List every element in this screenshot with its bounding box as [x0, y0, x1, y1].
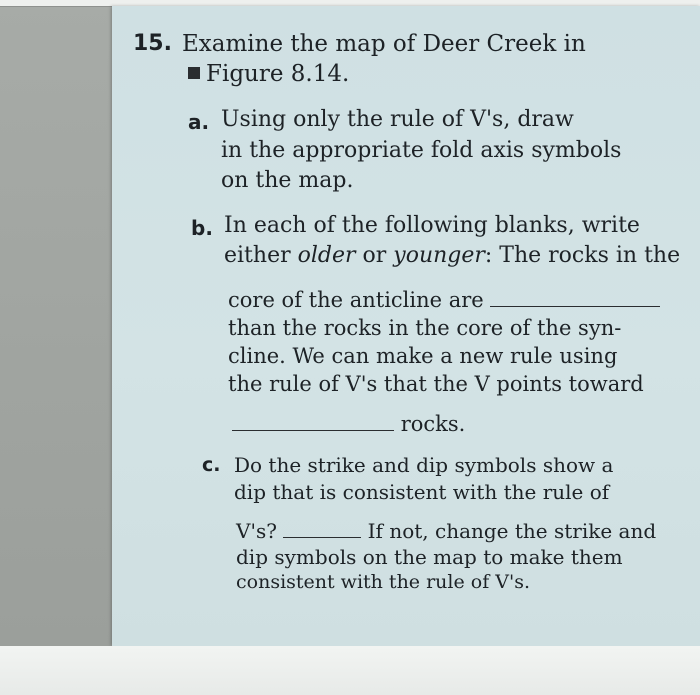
- part-b-line2-or: or: [355, 243, 394, 268]
- part-b-line3: [228, 286, 660, 314]
- part-a-line3: on the map.: [221, 168, 354, 193]
- figure-marker-square-icon: [188, 67, 200, 79]
- part-b-line2: [224, 242, 680, 270]
- part-b-line2-post: : The rocks in the: [484, 243, 681, 268]
- part-c-letter: c.: [202, 454, 221, 476]
- part-c-line1: Do the strike and dip symbols show a: [234, 453, 614, 477]
- answer-blank-v-points[interactable]: [232, 412, 394, 431]
- part-c-line5: consistent with the rule of V's.: [236, 571, 531, 593]
- answer-blank-consistent[interactable]: [283, 519, 361, 538]
- part-b-line7: [232, 410, 465, 438]
- part-c-line3-pre: V's?: [236, 519, 277, 543]
- part-b-letter: b.: [191, 216, 213, 240]
- part-b-line6: the rule of V's that the V points toward: [228, 372, 644, 396]
- part-b-line3-text: core of the anticline are: [228, 288, 484, 312]
- part-b-line1: In each of the following blanks, write: [224, 213, 640, 238]
- part-b-line5: cline. We can make a new rule using: [228, 344, 618, 368]
- question-number: 15.: [133, 31, 172, 56]
- part-c-line2: dip that is consistent with the rule of: [234, 480, 610, 504]
- question-title-line1: Examine the map of Deer Creek in: [182, 31, 586, 57]
- part-a-letter: a.: [188, 110, 210, 134]
- part-a-line1: Using only the rule of V's, draw: [221, 107, 574, 132]
- part-a-line2: in the appropriate fold axis symbols: [221, 138, 622, 163]
- question-title-line2: Figure 8.14.: [206, 61, 350, 87]
- part-b-line2-pre: either: [224, 243, 298, 268]
- bottom-surface: [0, 646, 700, 695]
- answer-blank-anticline[interactable]: [490, 288, 660, 307]
- term-older: older: [297, 243, 356, 268]
- part-c-line3: [236, 517, 656, 545]
- part-b-line4: than the rocks in the core of the syn-: [228, 316, 622, 340]
- part-c-line3-post: If not, change the strike and: [367, 519, 657, 543]
- part-c-line4: dip symbols on the map to make them: [236, 545, 623, 569]
- part-b-line7-text: rocks.: [400, 412, 466, 436]
- term-younger: younger: [393, 243, 485, 268]
